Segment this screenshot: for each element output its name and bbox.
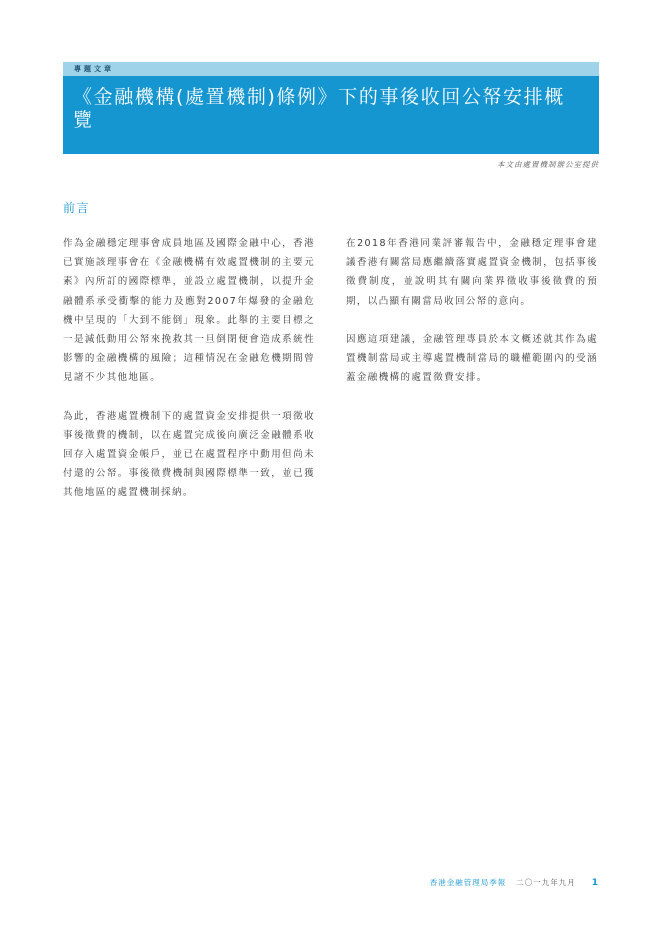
publication-name: 香港金融管理局季報 [429,878,507,887]
section-tag: 專題文章 [74,65,114,73]
header-strip [63,62,599,76]
page-footer [430,877,599,888]
article-header [63,62,599,154]
left-column [63,234,315,522]
paragraph: 作為金融穩定理事會成員地區及國際金融中心，香港已實施該理事會在《金融機構有效處置機制的主要元素》內所訂的國際標準，並設立處置機制，以提升金融體系承受衝擊的能力及應對2007年爆發的金融危機中呈現的「大到不能倒」現象。此舉的主要目標之一是減低動用公帑來挽救其一旦倒閉便會造成系統性影響的金融機構的風險；這種情況在金融危機期間曾見諸不少其他地區。 [63,238,315,384]
paragraph: 因應這項建議，金融管理專員於本文概述就其作為處置機制當局或主導處置機制當局的職權範圍內的受涵蓋金融機構的處置徵費安排。 [346,333,598,384]
article-title: 《金融機構(處置機制)條例》下的事後收回公帑安排概覽 [73,86,565,131]
paragraph: 在2018年香港同業評審報告中，金融穩定理事會建議香港有關當局應繼續落實處置資金機制，包括事後徵費制度，並說明其有關向業界徵收事後徵費的預期，以凸顯有關當局收回公帑的意向。 [346,238,598,307]
issue-date: 二〇一九年九月 [516,878,576,887]
paragraph: 為此，香港處置機制下的處置資金安排提供一項徵收事後徵費的機制，以在處置完成後向廣泛金融體系收回存入處置資金帳戶，並已在處置程序中動用但尚未付還的公帑。事後徵費機制與國際標準一致，並已獲其他地區的處置機制採納。 [63,410,315,499]
right-column [346,234,598,406]
attribution: 本文由處置機制辦公室提供 [497,160,599,169]
page-number: 1 [591,878,599,888]
section-heading: 前言 [63,201,91,215]
